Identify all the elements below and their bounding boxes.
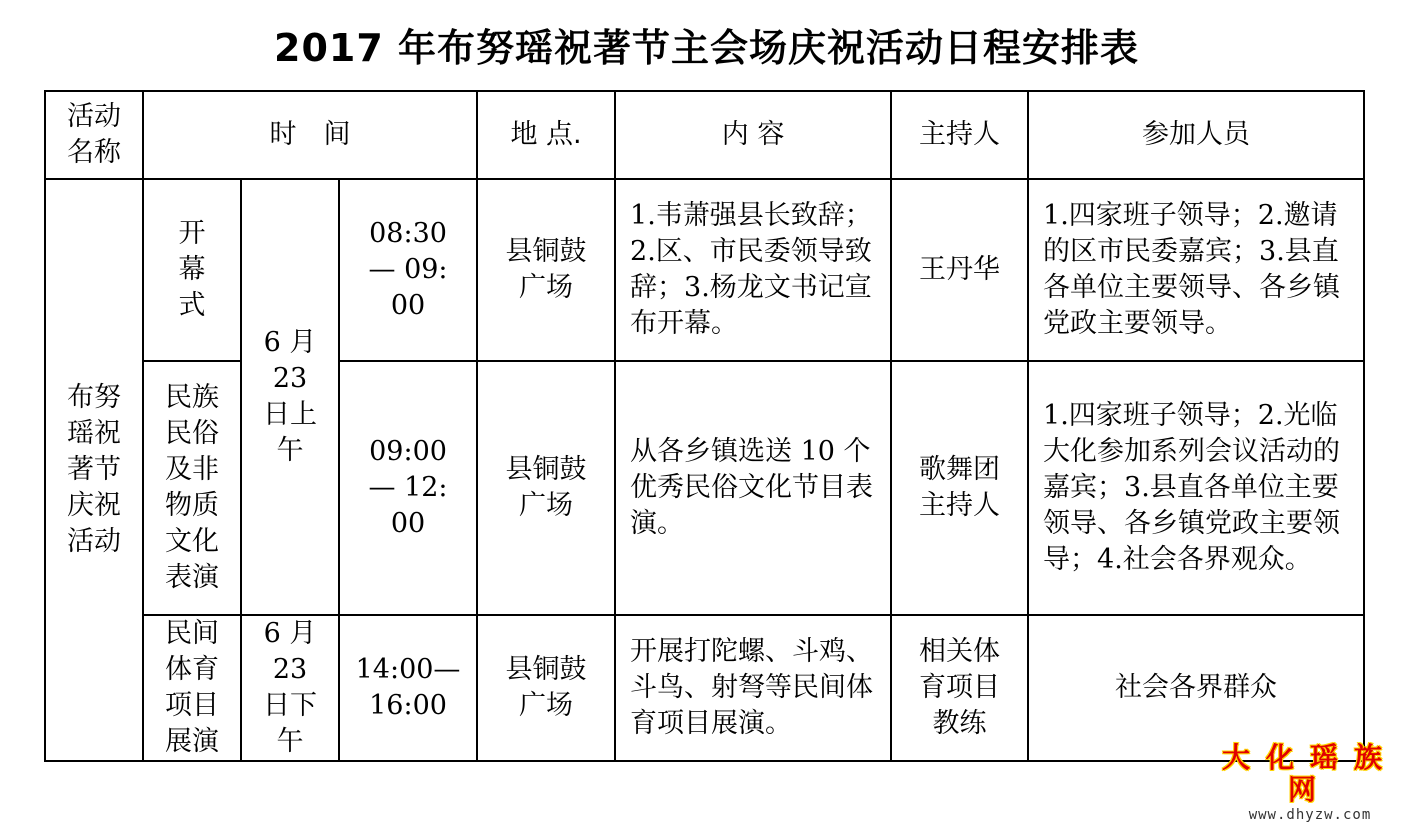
watermark-name: 大化瑶族网 <box>1221 741 1398 806</box>
time-cell: 08:30 — 09:00 <box>339 179 477 361</box>
page-title: 2017 年布努瑶祝著节主会场庆祝活动日程安排表 <box>274 26 1139 70</box>
place-cell: 县铜鼓广场 <box>477 361 615 615</box>
host-cell: 相关体育项目教练 <box>891 615 1028 761</box>
place-cell: 县铜鼓广场 <box>477 615 615 761</box>
header-host: 主持人 <box>891 91 1028 179</box>
header-time: 时 间 <box>143 91 477 179</box>
header-row <box>45 91 1364 179</box>
header-content: 内 容 <box>615 91 891 179</box>
header-activity: 活动名称 <box>45 91 143 179</box>
participants-cell: 1.四家班子领导；2.邀请的区市民委嘉宾；3.县直各单位主要领导、各乡镇党政主要领导。 <box>1028 179 1364 361</box>
participants-cell: 1.四家班子领导；2.光临大化参加系列会议活动的嘉宾；3.县直各单位主要领导、各乡镇党政主要领导；4.社会各界观众。 <box>1028 361 1364 615</box>
header-place: 地 点. <box>477 91 615 179</box>
morning-date-cell: 6 月 23 日上午 <box>241 179 339 615</box>
afternoon-date-cell: 6 月 23 日下午 <box>241 615 339 761</box>
content-cell: 1.韦萧强县长致辞；2.区、市民委领导致辞；3.杨龙文书记宣布开幕。 <box>615 179 891 361</box>
header-participants: 参加人员 <box>1028 91 1364 179</box>
event-cell: 民族民俗及非物质文化表演 <box>143 361 241 615</box>
table-row <box>45 615 1364 761</box>
event-cell: 开幕式 <box>143 179 241 361</box>
schedule-table <box>44 90 1365 762</box>
participants-cell: 社会各界群众 <box>1028 615 1364 761</box>
activity-name-cell: 布努瑶祝著节庆祝活动 <box>45 179 143 761</box>
watermark-url: www.dhyzw.com <box>1248 807 1372 823</box>
content-cell: 从各乡镇选送 10 个优秀民俗文化节目表演。 <box>615 361 891 615</box>
host-cell: 歌舞团主持人 <box>891 361 1028 615</box>
table-row <box>45 179 1364 361</box>
site-watermark <box>1217 742 1403 824</box>
place-cell: 县铜鼓广场 <box>477 179 615 361</box>
content-cell: 开展打陀螺、斗鸡、斗鸟、射弩等民间体育项目展演。 <box>615 615 891 761</box>
host-cell: 王丹华 <box>891 179 1028 361</box>
time-cell: 14:00— 16:00 <box>339 615 477 761</box>
time-cell: 09:00 — 12:00 <box>339 361 477 615</box>
event-cell: 民间体育项目展演 <box>143 615 241 761</box>
